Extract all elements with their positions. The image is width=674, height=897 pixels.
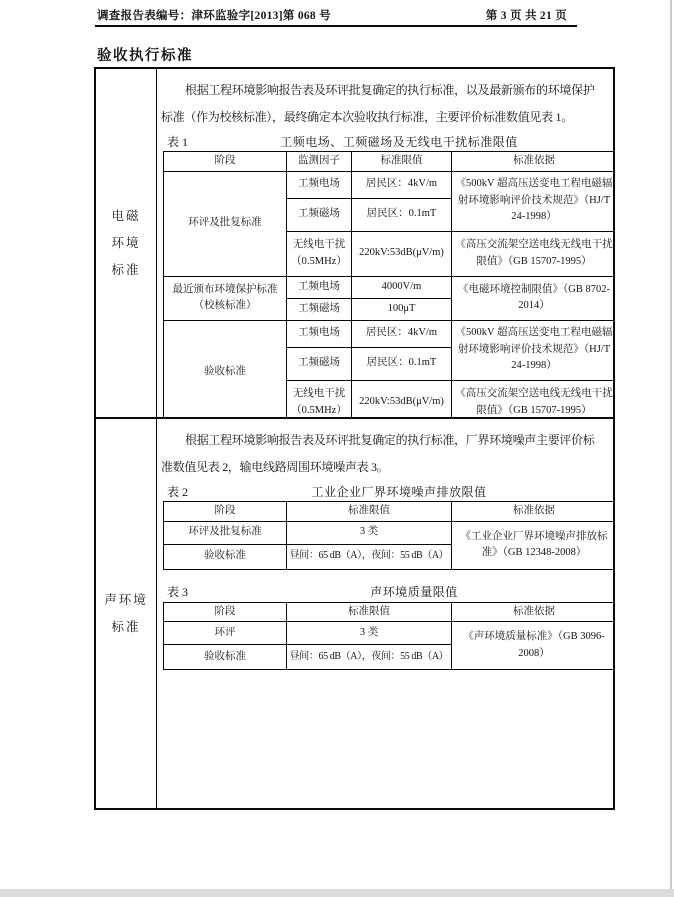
cell-stage: 验收标准 <box>164 645 287 670</box>
scan-edge-right <box>670 0 672 897</box>
header-cell-limit: 标准限值 <box>352 152 452 172</box>
table1-caption-title: 工频电场、工频磁场及无线电干扰标准限值 <box>280 134 518 149</box>
noise-intro-paragraph <box>161 427 613 481</box>
em-section-content <box>157 69 613 417</box>
noise-section-label <box>96 419 157 808</box>
paragraph-line: 准数值见表 2，输电线路周围环境噪声表 3。 <box>161 460 389 474</box>
page-number: 第 3 页 共 21 页 <box>485 10 567 22</box>
cell-stage: 环评及批复标准 <box>164 171 287 276</box>
cell-stage: 验收标准 <box>164 544 287 569</box>
header-cell-basis: 标准依据 <box>452 502 614 522</box>
cell-factor: 工频电场 <box>287 320 352 347</box>
table-header-row <box>164 602 614 622</box>
cell-limit: 昼间：65 dB（A），夜间：55 dB（A） <box>287 544 452 569</box>
cell-factor: 工频电场 <box>287 276 352 298</box>
table2-caption-number: 表 2 <box>167 484 189 499</box>
cell-stage: 环评 <box>164 622 287 645</box>
table-row <box>164 276 614 298</box>
cell-factor: 工频磁场 <box>287 347 352 380</box>
em-intro-paragraph <box>161 77 613 131</box>
table3-caption <box>167 584 613 600</box>
paragraph-line: 根据工程环境影响报告表及环评批复确定的执行标准，以及最新颁布的环境保护 <box>185 83 595 97</box>
header-cell-limit: 标准限值 <box>287 502 452 522</box>
cell-limit: 昼间：65 dB（A），夜间：55 dB（A） <box>287 645 452 670</box>
table1-caption <box>167 133 613 149</box>
cell-limit: 220kV:53dB(μV/m) <box>352 231 452 276</box>
table1-caption-number: 表 1 <box>167 134 189 149</box>
table1-em-standards <box>163 151 613 417</box>
cell-basis: 《500kV 超高压送变电工程电磁辐射环境影响评价技术规范》（HJ/T 24-1998） <box>452 171 614 231</box>
cell-stage: 最近颁布环境保护标准（校核标准） <box>164 276 287 320</box>
cell-basis: 《声环境质量标准》（GB 3096-2008） <box>452 622 614 670</box>
standards-frame <box>94 67 615 810</box>
cell-limit: 3 类 <box>287 521 452 544</box>
cell-factor: 无线电干扰（0.5MHz） <box>287 380 352 417</box>
table-row <box>164 521 614 544</box>
cell-stage: 验收标准 <box>164 320 287 417</box>
table-row <box>164 320 614 347</box>
section-heading: 验收执行标准 <box>97 48 193 64</box>
scan-edge-bottom <box>0 889 674 897</box>
cell-limit: 4000V/m <box>352 276 452 298</box>
table2-caption-title: 工业企业厂界环境噪声排放限值 <box>311 484 487 499</box>
header-cell-stage: 阶段 <box>164 502 287 522</box>
table-header-row <box>164 502 614 522</box>
noise-section-content <box>157 419 613 808</box>
header-cell-factor: 监测因子 <box>287 152 352 172</box>
table3-caption-number: 表 3 <box>167 585 189 599</box>
cell-limit: 3 类 <box>287 622 452 645</box>
cell-factor: 无线电干扰（0.5MHz） <box>287 231 352 276</box>
cell-basis: 《工业企业厂界环境噪声排放标准》（GB 12348-2008） <box>452 521 614 569</box>
em-label-line: 环境 <box>111 235 141 250</box>
table2-factory-noise <box>163 501 613 570</box>
cell-limit: 居民区：4kV/m <box>352 320 452 347</box>
doc-number: 调查报告表编号：津环监验字[2013]第 068 号 <box>97 10 331 22</box>
table-row <box>164 171 614 198</box>
header-cell-basis: 标准依据 <box>452 152 614 172</box>
paragraph-line: 标准（作为校核标准），最终确定本次验收执行标准，主要评价标准数值见表 1。 <box>161 110 573 124</box>
table-header-row <box>164 152 614 172</box>
em-label-line: 标准 <box>111 262 141 277</box>
header-cell-basis: 标准依据 <box>452 602 614 622</box>
table3-caption-title: 声环境质量限值 <box>370 585 458 599</box>
spacer <box>157 570 613 582</box>
header-rule <box>95 25 577 27</box>
cell-basis: 《高压交流架空送电线无线电干扰限值》（GB 15707-1995） <box>452 231 614 276</box>
cell-factor: 工频磁场 <box>287 298 352 320</box>
cell-limit: 居民区：0.1mT <box>352 347 452 380</box>
cell-basis: 《高压交流架空送电线无线电干扰限值》（GB 15707-1995） <box>452 380 614 417</box>
cell-basis: 《500kV 超高压送变电工程电磁辐射环境影响评价技术规范》（HJ/T 24-1998） <box>452 320 614 380</box>
cell-basis: 《电磁环境控制限值》（GB 8702-2014） <box>452 276 614 320</box>
header-cell-stage: 阶段 <box>164 602 287 622</box>
cell-factor: 工频磁场 <box>287 198 352 231</box>
em-standards-section <box>96 69 613 419</box>
header-cell-limit: 标准限值 <box>287 602 452 622</box>
noise-standards-section <box>96 419 613 808</box>
cell-limit: 居民区：0.1mT <box>352 198 452 231</box>
em-label-line: 电磁 <box>111 208 141 223</box>
cell-limit: 220kV:53dB(μV/m) <box>352 380 452 417</box>
noise-label-line: 声环境 <box>104 592 148 607</box>
header-cell-stage: 阶段 <box>164 152 287 172</box>
cell-limit: 100μT <box>352 298 452 320</box>
em-section-label <box>96 69 157 417</box>
cell-stage: 环评及批复标准 <box>164 521 287 544</box>
paragraph-line: 根据工程环境影响报告表及环评批复确定的执行标准，厂界环境噪声主要评价标 <box>185 433 595 447</box>
table3-ambient-noise <box>163 602 613 671</box>
table2-caption <box>167 483 613 499</box>
cell-factor: 工频电场 <box>287 171 352 198</box>
cell-limit: 居民区：4kV/m <box>352 171 452 198</box>
table-row <box>164 622 614 645</box>
noise-label-line: 标准 <box>111 619 141 634</box>
running-header <box>97 7 567 23</box>
